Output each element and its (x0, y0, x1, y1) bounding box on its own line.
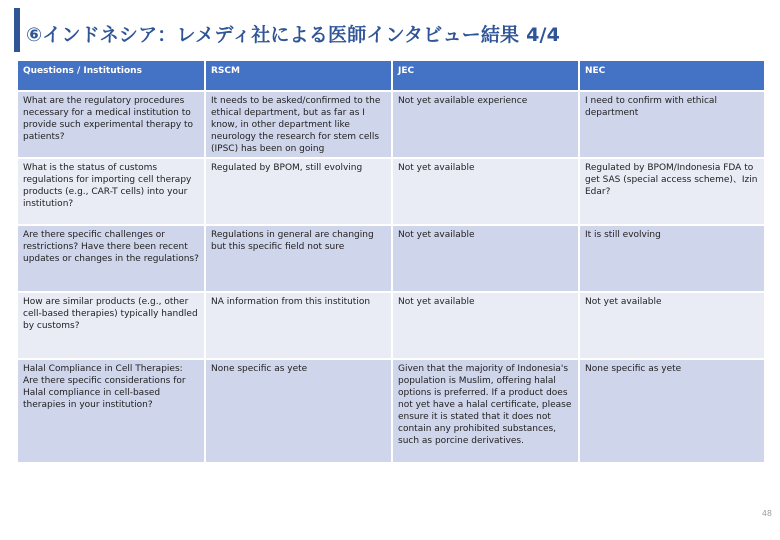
page-number: 48 (761, 509, 772, 518)
table-row (17, 292, 765, 359)
header-rscm: RSCM (205, 60, 392, 91)
nec-cell: I need to confirm with ethical department (579, 91, 765, 158)
question-cell: What are the regulatory procedures necessary for a medical institution to provide such experimental therapy to patients? (17, 91, 205, 158)
rscm-cell: None specific as yete (205, 359, 392, 463)
jec-cell: Given that the majority of Indonesia's population is Muslim, offering halal options is preferred. If a product does not yet have a halal certificate, please ensure it is stated that it does not contain any prohibited substances, such as porcine derivatives. (392, 359, 579, 463)
page-title: ⑥インドネシア：レメディ社による医師インタビュー結果 4/4 (26, 24, 561, 46)
jec-cell: Not yet available (392, 292, 579, 359)
table-row (17, 359, 765, 463)
table-row (17, 158, 765, 225)
rscm-cell: Regulated by BPOM, still evolving (205, 158, 392, 225)
header-jec: JEC (392, 60, 579, 91)
rscm-cell: Regulations in general are changing but this specific field not sure (205, 225, 392, 292)
nec-cell: Regulated by BPOM/Indonesia FDA to get SAS (special access scheme)、Izin Edar? (579, 158, 765, 225)
table-row (17, 225, 765, 292)
nec-cell: Not yet available (579, 292, 765, 359)
jec-cell: Not yet available experience (392, 91, 579, 158)
title-accent-bar (14, 8, 20, 52)
question-cell: What is the status of customs regulations for importing cell therapy products (e.g., CAR-T cells) into your institution? (17, 158, 205, 225)
question-cell: Halal Compliance in Cell Therapies: Are there specific considerations for Halal compliance in cell-based therapies in your institution? (17, 359, 205, 463)
header-nec: NEC (579, 60, 765, 91)
rscm-cell: NA information from this institution (205, 292, 392, 359)
nec-cell: It is still evolving (579, 225, 765, 292)
jec-cell: Not yet available (392, 225, 579, 292)
nec-cell: None specific as yete (579, 359, 765, 463)
header-questions: Questions / Institutions (17, 60, 205, 91)
interview-results-table (16, 59, 766, 464)
question-cell: How are similar products (e.g., other cell-based therapies) typically handled by customs? (17, 292, 205, 359)
question-cell: Are there specific challenges or restrictions? Have there been recent updates or changes in the regulations? (17, 225, 205, 292)
jec-cell: Not yet available (392, 158, 579, 225)
table-row (17, 91, 765, 158)
rscm-cell: It needs to be asked/confirmed to the ethical department, but as far as I know, in other department like neurology the research for stem cells (IPSC) has been on going (205, 91, 392, 158)
table-header-row (17, 60, 765, 91)
